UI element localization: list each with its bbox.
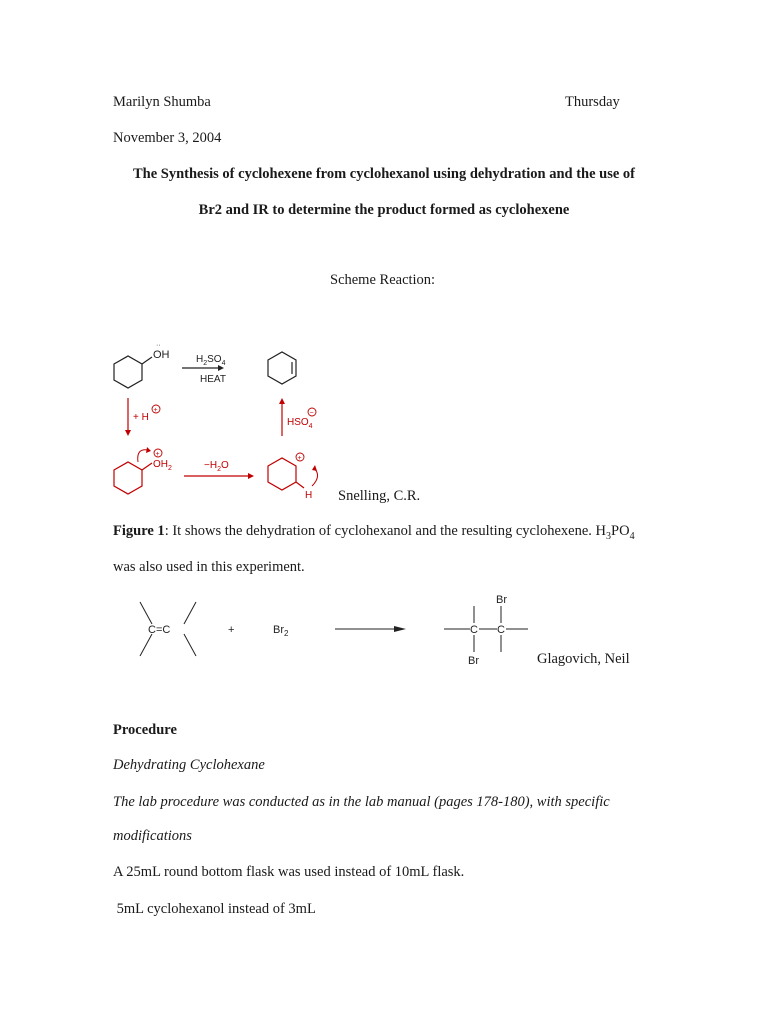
date-label: November 3, 2004 xyxy=(113,130,222,146)
carbon-1: C xyxy=(470,624,478,636)
title-line-2: Br2 and IR to determine the product formed as cyclohexene xyxy=(198,202,570,218)
oxonium-ring xyxy=(114,462,142,494)
scheme-citation: Snelling, C.R. xyxy=(338,488,421,504)
oh2-label: $OH_2$ xyxy=(153,459,172,472)
c-o-bond xyxy=(142,357,152,364)
procedure-item-1: A 25mL round bottom flask was used instead of 10mL flask. xyxy=(113,864,465,880)
figure1-line2: was also used in this experiment. xyxy=(113,559,305,575)
alkene-bond-ll xyxy=(140,634,152,656)
figure1-caption xyxy=(113,523,635,542)
h-label: H xyxy=(305,490,313,501)
procedure-intro-line1: The lab procedure was conducted as in the lab manual (pages 178-180), with specific xyxy=(113,794,610,810)
protonation-arrow-head xyxy=(125,430,131,436)
reagent-bottom: HEAT xyxy=(200,374,226,385)
curved-arrow-2-head xyxy=(312,465,317,471)
alkene-label: C=C xyxy=(148,624,171,636)
alkene-bond-lr xyxy=(184,634,196,656)
bromination-arrow-head xyxy=(394,626,406,632)
deprotonation-arrow-head xyxy=(279,398,285,404)
bromination-scheme xyxy=(130,588,540,670)
br2-label: $Br_2$ xyxy=(273,624,289,638)
bromination-citation: Glagovich, Neil xyxy=(537,651,630,667)
figure1-text-a: : It shows the dehydration of cyclohexanol and the resulting cyclohexene. H xyxy=(164,523,607,539)
procedure-item-2: 5mL cyclohexanol instead of 3mL xyxy=(113,901,316,917)
procedure-subheading: Dehydrating Cyclohexane xyxy=(113,757,265,773)
c-h-bond xyxy=(296,482,304,488)
protonation-label: + H xyxy=(133,412,149,423)
carbocation-ring xyxy=(268,458,296,490)
procedure-intro-line2: modifications xyxy=(113,828,192,844)
hso4-charge: − xyxy=(309,410,314,417)
carbocation-charge: + xyxy=(297,455,302,462)
br-bottom-label: Br xyxy=(468,655,479,667)
dehydration-scheme xyxy=(100,330,360,505)
figure1-label: Figure 1 xyxy=(113,523,165,539)
proton-charge: + xyxy=(153,407,158,414)
br-top-label: Br xyxy=(496,594,507,606)
figure1-text-b: PO xyxy=(611,523,630,539)
water-loss-label: $-H_2O$ xyxy=(204,460,229,473)
carbon-2: C xyxy=(497,624,505,636)
author-name: Marilyn Shumba xyxy=(113,94,211,110)
water-loss-arrow-head xyxy=(248,473,254,479)
scheme-heading: Scheme Reaction: xyxy=(330,272,436,288)
reagent-top: $H_2SO_4$ xyxy=(196,354,226,367)
curved-arrow-head xyxy=(146,447,151,453)
c-oxonium-bond xyxy=(142,463,152,470)
alkene-bond-ur xyxy=(184,602,196,624)
alkene-bond-ul xyxy=(140,602,152,624)
oxonium-charge: + xyxy=(155,451,160,458)
figure1-sub3: 3 xyxy=(606,530,612,542)
oh-label: OH xyxy=(153,349,170,361)
title-line-1: The Synthesis of cyclohexene from cyclohexanol using dehydration and the use of xyxy=(132,166,636,182)
figure1-sub4: 4 xyxy=(629,530,635,542)
cyclohexanol-ring xyxy=(114,356,142,388)
lone-pair-dots: ·· xyxy=(156,342,161,349)
plus-sign: + xyxy=(228,624,235,636)
hso4-label: $HSO_4$ xyxy=(287,417,313,430)
procedure-heading: Procedure xyxy=(113,722,177,738)
day-label: Thursday xyxy=(565,94,620,110)
